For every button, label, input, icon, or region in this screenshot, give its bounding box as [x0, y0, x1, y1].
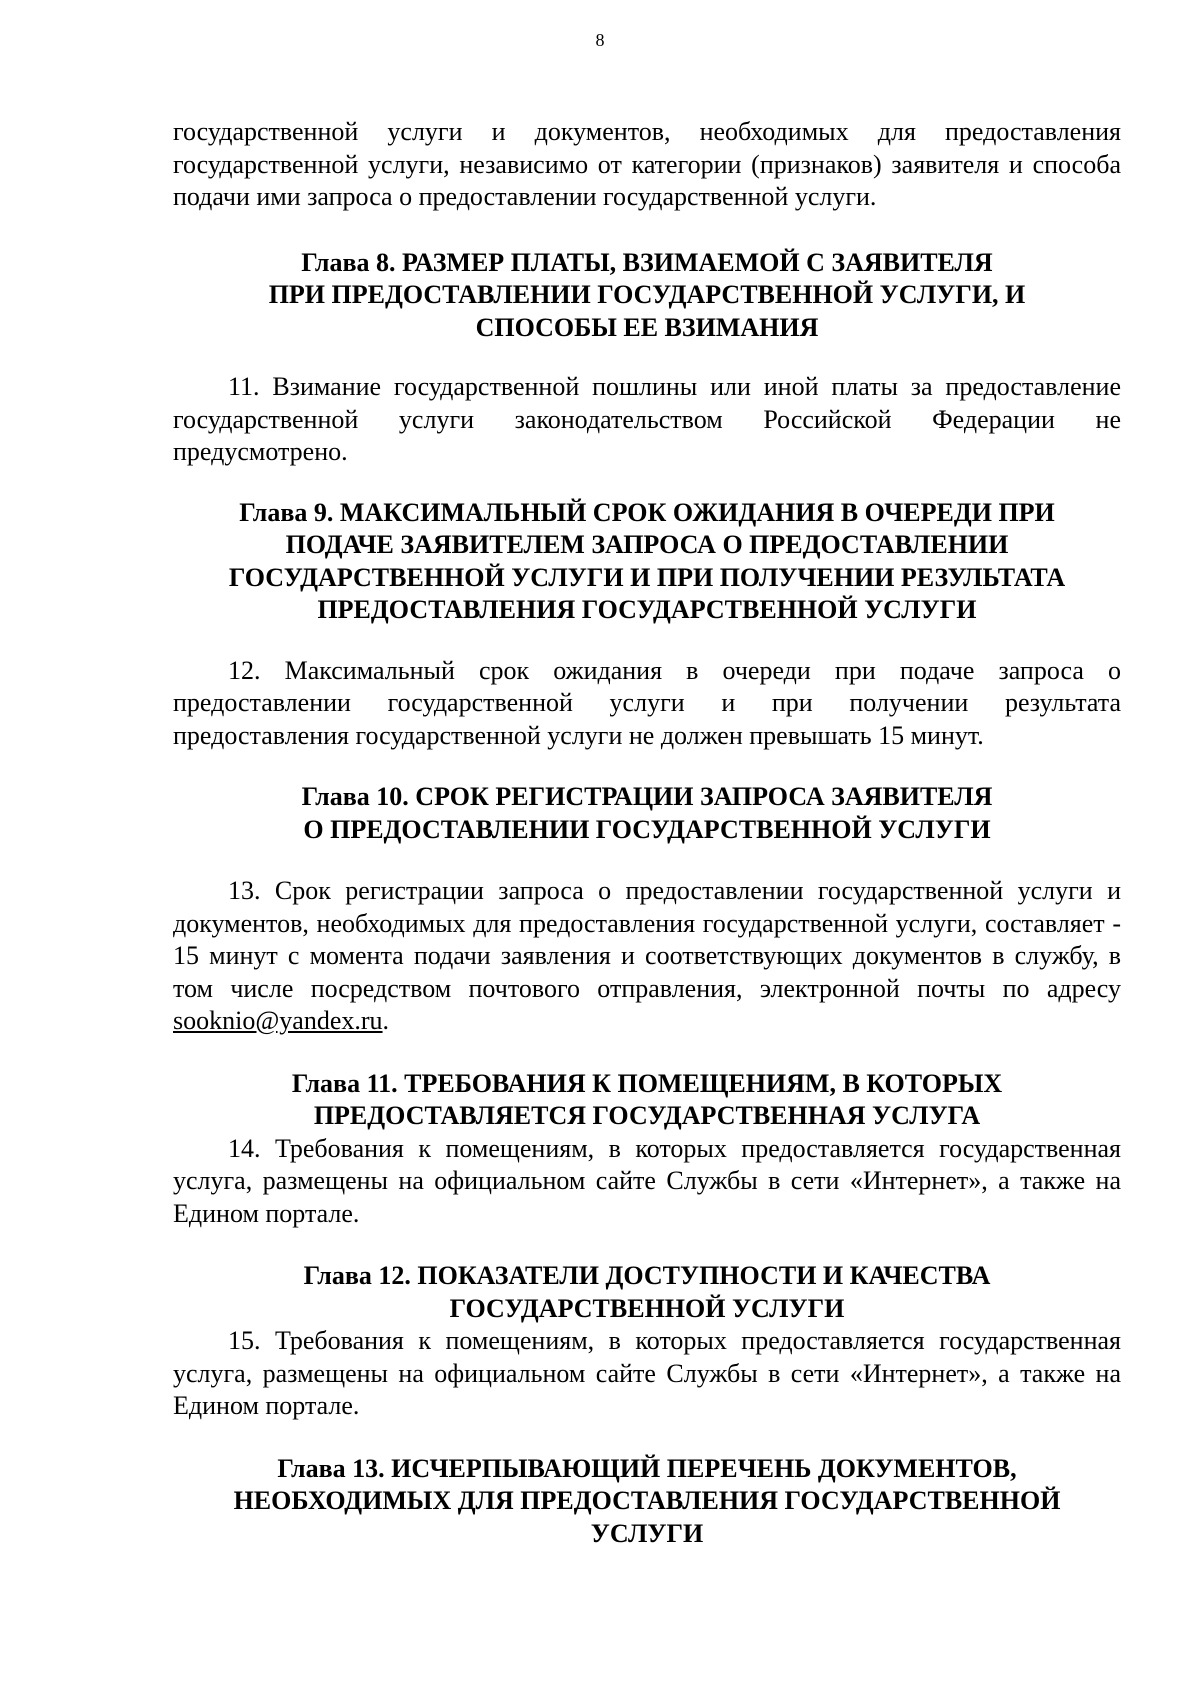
- chapter-10-heading: [173, 781, 1121, 846]
- paragraph-13-text: 13. Срок регистрации запроса о предоставлении государственной услуги и документов, необходимых для предоставления государственной услуги, составляет - 15 минут с момента подачи заявления и соответствующих документов в службу, в том числе посредством почтового отправления, электронной почты по адресу: [173, 876, 1121, 1003]
- page-number: 8: [595, 30, 605, 50]
- paragraph-15: 15. Требования к помещениям, в которых предоставляется государственная услуга, размещены на официальном сайте Службы в сети «Интернет», а также на Едином портале.: [173, 1326, 1121, 1420]
- document-body: [173, 116, 1121, 1550]
- paragraph-13-end: .: [382, 1006, 390, 1035]
- paragraph-13: [173, 875, 1121, 1038]
- paragraph-11: 11. Взимание государственной пошлины или иной платы за предоставление государственной услуги законодательством Российской Федерации не предусмотрено.: [173, 372, 1121, 466]
- chapter-10-heading-text: Глава 10. СРОК РЕГИСТРАЦИИ ЗАПРОСА ЗАЯВИТЕЛЯ О ПРЕДОСТАВЛЕНИИ ГОСУДАРСТВЕННОЙ УСЛУГИ: [301, 782, 993, 844]
- chapter-12-heading: [173, 1260, 1121, 1325]
- chapter-13-heading-text: Глава 13. ИСЧЕРПЫВАЮЩИЙ ПЕРЕЧЕНЬ ДОКУМЕНТОВ, НЕОБХОДИМЫХ ДЛЯ ПРЕДОСТАВЛЕНИЯ ГОСУДАРСТВЕННОЙ УСЛУГИ: [233, 1453, 1061, 1548]
- chapter-9-heading-text: Глава 9. МАКСИМАЛЬНЫЙ СРОК ОЖИДАНИЯ В ОЧЕРЕДИ ПРИ ПОДАЧЕ ЗАЯВИТЕЛЕМ ЗАПРОСА О ПРЕДОСТАВЛЕНИИ ГОСУДАРСТВЕННОЙ УСЛУГИ И ПРИ ПОЛУЧЕНИИ РЕЗУЛЬТАТА ПРЕДОСТАВЛЕНИЯ ГОСУДАРСТВЕННОЙ УСЛУГИ: [228, 497, 1066, 624]
- paragraph-14: 14. Требования к помещениям, в которых предоставляется государственная услуга, размещены на официальном сайте Службы в сети «Интернет», а также на Едином портале.: [173, 1133, 1121, 1228]
- email-link[interactable]: sooknio@yandex.ru: [173, 1006, 383, 1035]
- chapter-8-heading-text: Глава 8. РАЗМЕР ПЛАТЫ, ВЗИМАЕМОЙ С ЗАЯВИТЕЛЯ ПРИ ПРЕДОСТАВЛЕНИИ ГОСУДАРСТВЕННОЙ УСЛУГИ, И СПОСОБЫ ЕЕ ВЗИМАНИЯ: [268, 247, 1026, 342]
- continuation-paragraph: государственной услуги и документов, необходимых для предоставления государственной услуги, независимо от категории (признаков) заявителя и способа подачи ими запроса о предоставлении государственной услуги.: [173, 117, 1121, 211]
- chapter-12-heading-text: Глава 12. ПОКАЗАТЕЛИ ДОСТУПНОСТИ И КАЧЕСТВА ГОСУДАРСТВЕННОЙ УСЛУГИ: [303, 1261, 991, 1323]
- chapter-9-heading: [173, 497, 1121, 627]
- chapter-8-heading: [173, 247, 1121, 345]
- chapter-11-heading-text: Глава 11. ТРЕБОВАНИЯ К ПОМЕЩЕНИЯМ, В КОТОРЫХ ПРЕДОСТАВЛЯЕТСЯ ГОСУДАРСТВЕННАЯ УСЛУГА: [291, 1068, 1003, 1130]
- paragraph-12: 12. Максимальный срок ожидания в очереди при подаче запроса о предоставлении государственной услуги и при получении результата предоставления государственной услуги не должен превышать 15 минут.: [173, 655, 1121, 750]
- chapter-13-heading: [173, 1453, 1121, 1551]
- chapter-11-heading: [173, 1068, 1121, 1133]
